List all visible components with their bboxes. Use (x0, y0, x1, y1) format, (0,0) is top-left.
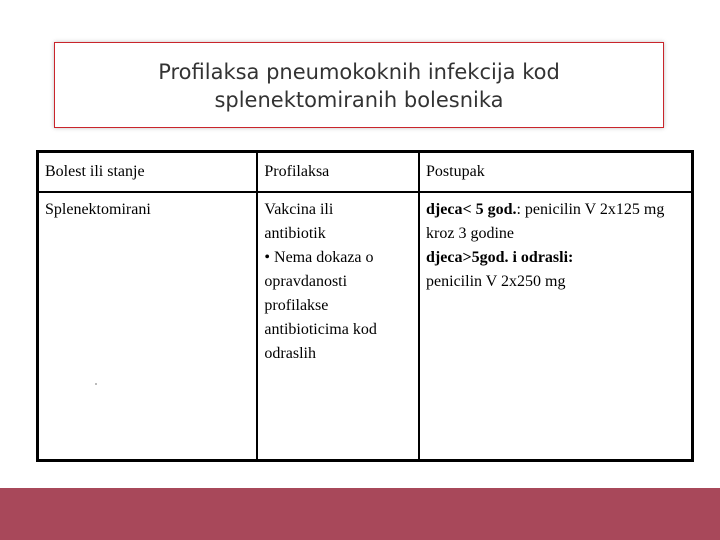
cell-procedure (419, 192, 692, 461)
footer-bar (0, 488, 720, 540)
header-condition: Bolest ili stanje (38, 152, 258, 193)
prophylaxis-table (36, 150, 694, 462)
procedure-adults-text: penicilin V 2x250 mg (426, 273, 566, 290)
cell-condition (38, 192, 258, 461)
decorative-dot (95, 383, 97, 385)
header-prophylaxis: Profilaksa (257, 152, 419, 193)
procedure-children (426, 201, 664, 242)
prophylaxis-line-2: antibiotik (264, 225, 326, 242)
condition-text: Splenektomirani (45, 201, 151, 218)
table-header-row (38, 152, 693, 193)
slide-title-line-2: splenektomiranih bolesnika (214, 88, 504, 112)
procedure-children-text: : penicilin V 2x125 mg kroz 3 godine (426, 201, 665, 242)
slide-title-line-1: Profilaksa pneumokoknih infekcija kod (158, 60, 560, 84)
procedure-children-label: djeca< 5 god. (426, 201, 517, 218)
slide-title (158, 58, 560, 114)
procedure-adults-label: djeca>5god. i odrasli: (426, 249, 574, 266)
prophylaxis-bullet: • Nema dokaza o opravdanosti profilakse antibioticima kod odraslih (264, 249, 377, 362)
cell-prophylaxis (257, 192, 419, 461)
table-row (38, 192, 693, 461)
header-procedure: Postupak (419, 152, 692, 193)
slide-title-box (54, 42, 664, 128)
prophylaxis-line-1: Vakcina ili (264, 201, 334, 218)
